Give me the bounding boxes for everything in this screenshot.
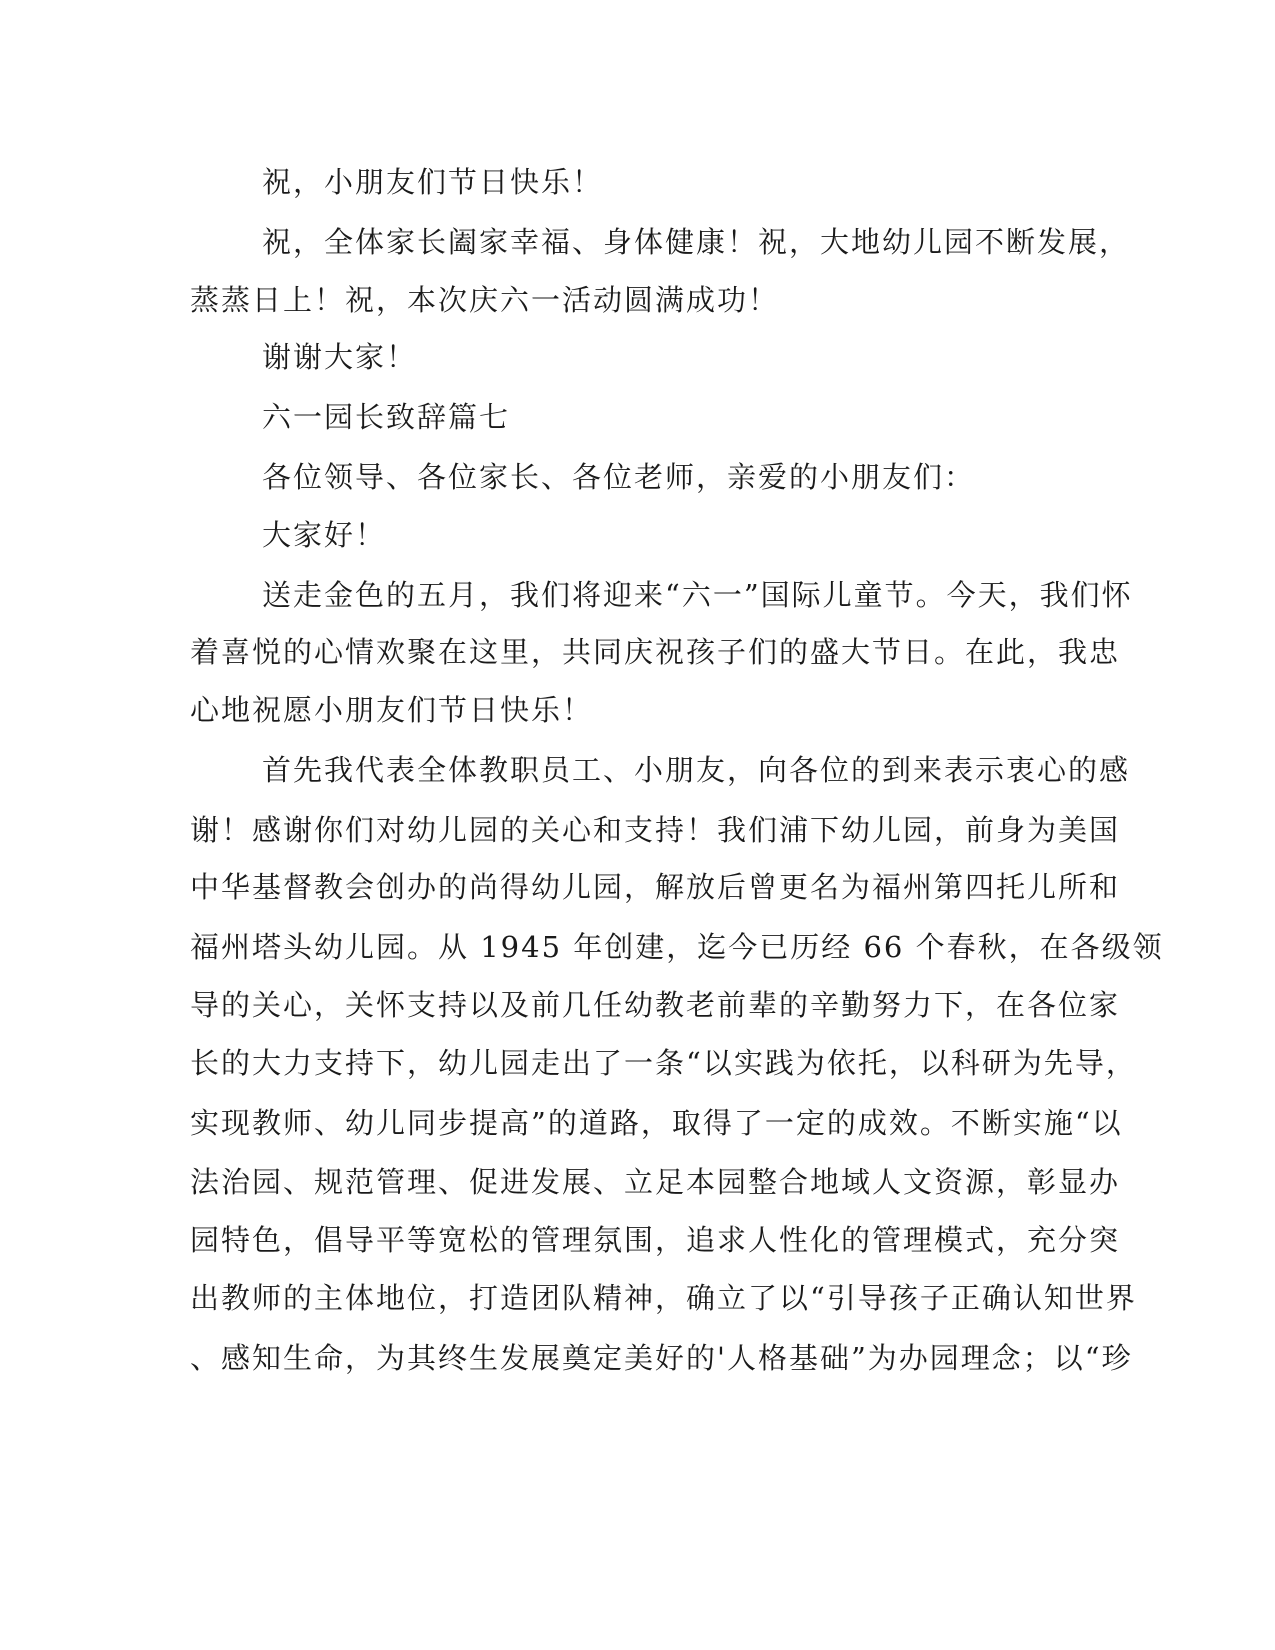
- paragraph-line: 送走金色的五月，我们将迎来“六一”国际儿童节。今天，我们怀: [262, 578, 1133, 612]
- paragraph-line: 祝，全体家长阖家幸福、身体健康！祝，大地幼儿园不断发展，: [262, 225, 1131, 259]
- paragraph-line: 祝，小朋友们节日快乐！: [262, 165, 604, 199]
- paragraph-line: 实现教师、幼儿同步提高”的道路，取得了一定的成效。不断实施“以: [190, 1106, 1123, 1140]
- paragraph-line: 福州塔头幼儿园。从 1945 年创建，迄今已历经 66 个春秋，在各级领: [190, 930, 1164, 964]
- salutation-line: 各位领导、各位家长、各位老师，亲爱的小朋友们：: [262, 460, 976, 494]
- paragraph-line: 谢谢大家！: [262, 340, 418, 374]
- paragraph-line: 谢！感谢你们对幼儿园的关心和支持！我们浦下幼儿园，前身为美国: [190, 813, 1121, 847]
- paragraph-line: 中华基督教会创办的尚得幼儿园，解放后曾更名为福州第四托儿所和: [190, 870, 1121, 904]
- paragraph-line: 着喜悦的心情欢聚在这里，共同庆祝孩子们的盛大节日。在此，我忠: [190, 635, 1121, 669]
- paragraph-line: 、感知生命，为其终生发展奠定美好的'人格基础”为办园理念；以“珍: [190, 1341, 1133, 1375]
- paragraph-line: 蒸蒸日上！祝，本次庆六一活动圆满成功！: [190, 283, 780, 317]
- section-heading: 六一园长致辞篇七: [262, 400, 511, 434]
- paragraph-line: 法治园、规范管理、促进发展、立足本园整合地域人文资源，彰显办: [190, 1165, 1121, 1199]
- paragraph-line: 园特色，倡导平等宽松的管理氛围，追求人性化的管理模式，充分突: [190, 1223, 1121, 1257]
- greeting-line: 大家好！: [262, 518, 387, 552]
- paragraph-line: 长的大力支持下，幼儿园走出了一条“以实践为依托，以科研为先导，: [190, 1046, 1137, 1080]
- paragraph-line: 导的关心，关怀支持以及前几任幼教老前辈的辛勤努力下，在各位家: [190, 988, 1121, 1022]
- paragraph-line: 出教师的主体地位，打造团队精神，确立了以“引导孩子正确认知世界: [190, 1281, 1137, 1315]
- paragraph-line: 心地祝愿小朋友们节日快乐！: [190, 693, 594, 727]
- paragraph-line: 首先我代表全体教职员工、小朋友，向各位的到来表示衷心的感: [262, 753, 1131, 787]
